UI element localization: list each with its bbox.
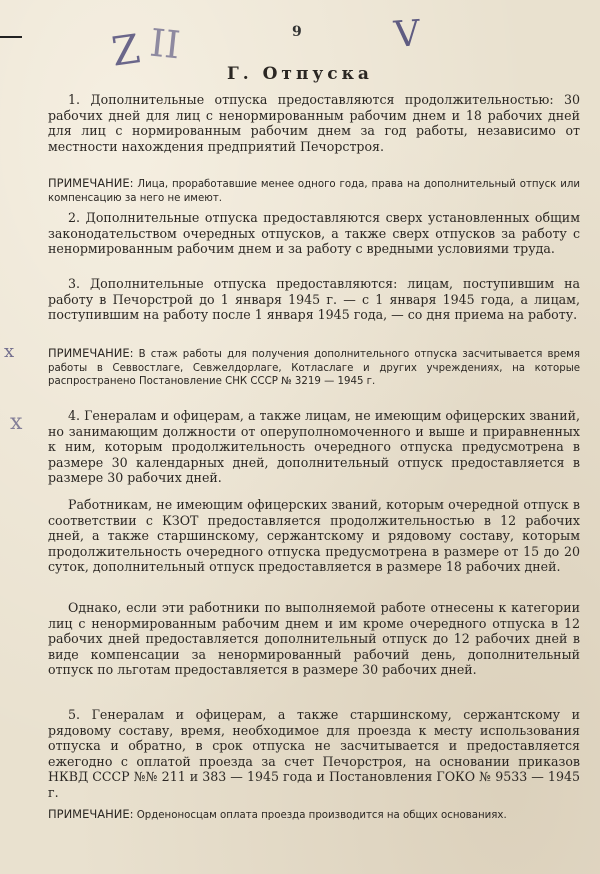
handwritten-margin-mark: x xyxy=(4,341,15,362)
paragraph-1: 1. Дополнительные отпуска предоставляются продолжительностью: 30 рабочих дней для лиц с ненормированным рабочим днем и 18 рабочих дней для лиц с нормированным рабочим днем за год работы, независимо от местности нахождения предприятий Печорстроя. xyxy=(48,92,580,154)
paragraph-4c: Однако, если эти работники по выполняемой работе отнесены к категории лиц с ненормированным рабочим днем и им кроме очередного отпуска в 12 рабочих дней предоставляется дополнительный отпуск до 12 рабочих дней в виде компенсации за ненормированный рабочий день, дополнительный отпуск по льготам предоставляется в размере 30 рабочих дней. xyxy=(48,600,580,678)
note-3 xyxy=(48,808,580,823)
paragraph-4b: Работникам, не имеющим офицерских званий, которым очередной отпуск в соответствии с КЗОТ предоставляется продолжительностью в 12 рабочих дней, а также старшинскому, сержантскому и рядовому составу, которым продолжительность очередного отпуска предусмотрена в размере от 15 до 20 суток, дополнительный отпуск предоставляется в размере 18 рабочих дней. xyxy=(48,497,580,575)
note-1 xyxy=(48,177,580,205)
page-number: 9 xyxy=(292,24,302,40)
note-label: ПРИМЕЧАНИЕ: xyxy=(48,176,134,190)
paragraph-2: 2. Дополнительные отпуска предоставляются сверх установленных общим законодательством очередных отпусков, а также сверх отпусков за работу с ненормированным рабочим днем и за работу с вредными условиями труда. xyxy=(48,210,580,257)
paragraph-5: 5. Генералам и офицерам, а также старшинскому, сержантскому и рядовому составу, время, необходимое для проезда к месту использования отпуска и обратно, в срок отпуска не засчитывается и предоставляется ежегодно с оплатой проезда за счет Печорстроя, на основании приказов НКВД СССР №№ 211 и 383 — 1945 года и Постановления ГОКО № 9533 — 1945 г. xyxy=(48,707,580,800)
paragraph-4: 4. Генералам и офицерам, а также лицам, не имеющим офицерских званий, но занимающим должности от оперуполномоченного и выше и приравненных к ним, которым продолжительность очередного отпуска предусмотрена в размере 30 календарных дней, дополнительный отпуск предоставляется в размере 30 рабочих дней. xyxy=(48,408,580,486)
note-text: Орденоносцам оплата проезда производится на общих основаниях. xyxy=(136,810,507,821)
note-label: ПРИМЕЧАНИЕ: xyxy=(48,807,134,821)
handwritten-mark-v: V xyxy=(392,13,422,56)
handwritten-mark-z: Z xyxy=(108,26,143,76)
handwritten-margin-mark: x xyxy=(10,410,23,435)
edge-mark xyxy=(0,36,22,38)
note-2 xyxy=(48,347,580,389)
paragraph-3: 3. Дополнительные отпуска предоставляются: лицам, поступившим на работу в Печорстрой до 1 января 1945 г. — с 1 января 1945 года, а лицам, поступившим на работу после 1 января 1945 года, — со дня приема на работу. xyxy=(48,276,580,323)
note-label: ПРИМЕЧАНИЕ: xyxy=(48,346,134,360)
note-text: В стаж работы для получения дополнительного отпуска засчитывается время работы в Севвостлаге, Севжелдорлаге, Котласлаге и других учреждениях, на которые распространено Постановление СНК СССР № 3219 — 1945 г. xyxy=(48,349,580,387)
section-title: Г. Отпуска xyxy=(227,64,373,84)
handwritten-mark-ii: II xyxy=(147,20,183,68)
note-text: Лица, проработавшие менее одного года, права на дополнительный отпуск или компенсацию за него не имеют. xyxy=(48,179,580,204)
